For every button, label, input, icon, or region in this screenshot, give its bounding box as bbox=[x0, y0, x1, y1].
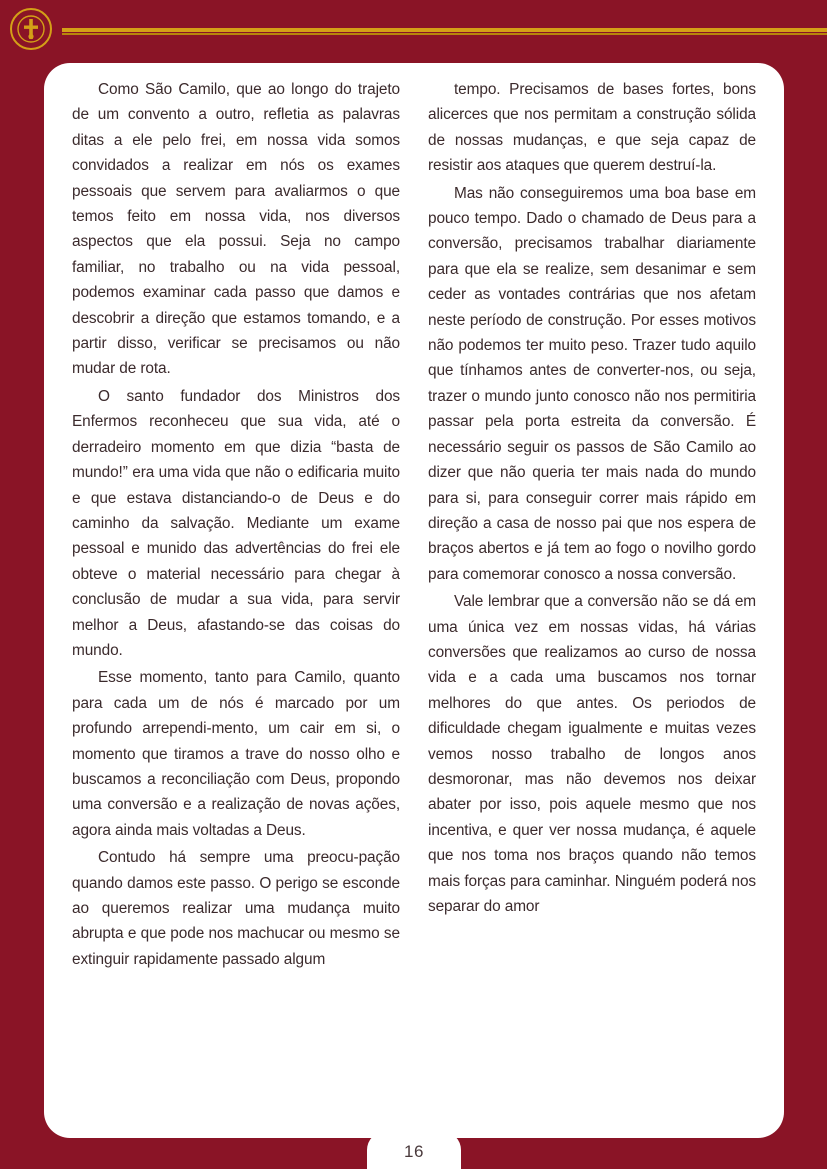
page-header bbox=[0, 0, 827, 62]
paragraph: O santo fundador dos Ministros dos Enfermos reconheceu que sua vida, até o derradeiro momento em que dizia “basta de mundo!” era uma vida que não o edificaria muito e que estava distanciando-o de Deus e do caminho da salvação. Mediante um exame pessoal e munido das advertências do frei ele obteve o material necessário para chegar à conclusão de mudar a sua vida, para servir melhor a Deus, afastando-se das coisas do mundo. bbox=[72, 387, 400, 659]
article-columns bbox=[72, 77, 756, 1122]
paragraph: Esse momento, tanto para Camilo, quanto para cada um de nós é marcado por um profundo arrependi-mento, um cair em si, o momento que tiramos a trave do nosso olho e buscamos a reconciliação com Deus, propondo uma conversão e a realização de novas ações, agora ainda mais voltadas a Deus. bbox=[72, 669, 400, 839]
paragraph: Vale lembrar que a conversão não se dá em uma única vez em nossas vidas, há várias conversões que realizamos ao curso de nossa vida e a cada uma buscamos nos tornar melhores do que antes. Os periodos de dificuldade chegam igualmente e muitas vezes vemos nosso trabalho de longos anos desmoronar, mas não devemos nos deixar abater por isso, pois aquele mesmo que nos incentiva, e quer ver nossa mudança, é aquele que nos toma nos braços quando não temos mais forças para caminhar. Ninguém poderá nos separar do amor bbox=[428, 593, 756, 915]
paragraph: Mas não conseguiremos uma boa base em pouco tempo. Dado o chamado de Deus para a conversão, precisamos trabalhar diariamente para que ela se realize, sem desanimar e sem ceder as vontades contrárias que nos afetam neste período de construção. Por esses motivos não podemos ter muito peso. Trazer tudo aquilo que tínhamos antes de converter-nos, ou seja, trazer o mundo junto conosco não nos permitiria passar pela porta estreita da conversão. É necessário seguir os passos de São Camilo ao dizer que não queria ter mais nada do mundo para si, para conseguir correr mais rápido em direção a casa de nosso pai que nos espera de braços abertos e já tem ao fogo o novilho gordo para comemorar conosco a nossa conversão. bbox=[428, 184, 756, 583]
header-gold-rule-secondary bbox=[62, 33, 827, 35]
paragraph: tempo. Precisamos de bases fortes, bons alicerces que nos permitam a construção sólida de nossas mudanças, e que seja capaz de resistir aos ataques que querem destruí-la. bbox=[428, 81, 756, 175]
paragraph: Contudo há sempre uma preocu-pação quando damos este passo. O perigo se esconde ao queremos realizar uma mudança muito abrupta e que pode nos machucar ou mesmo se extinguir rapidamente passado algum bbox=[72, 849, 400, 968]
page-number-tab bbox=[367, 1131, 461, 1169]
page-number: 16 bbox=[404, 1142, 424, 1161]
header-gold-rule bbox=[62, 28, 827, 32]
article-column-left bbox=[72, 77, 400, 1122]
article-column-right bbox=[428, 77, 756, 1122]
paragraph: Como São Camilo, que ao longo do trajeto de um convento a outro, refletia as palavras ditas a ele pelo frei, em nossa vida somos convidados a realizar em nós os exames pessoais que servem para avaliarmos o que temos feito em nossa vida, nos diversos aspectos que ela possui. Seja no campo familiar, no trabalho ou na vida pessoal, podemos examinar cada passo que damos e descobrir a direção que estamos tomando, e a partir disso, verificar se precisamos ou não mudar de rota. bbox=[72, 81, 400, 378]
camillian-cross-badge-icon bbox=[10, 8, 52, 50]
article-card bbox=[44, 63, 784, 1138]
